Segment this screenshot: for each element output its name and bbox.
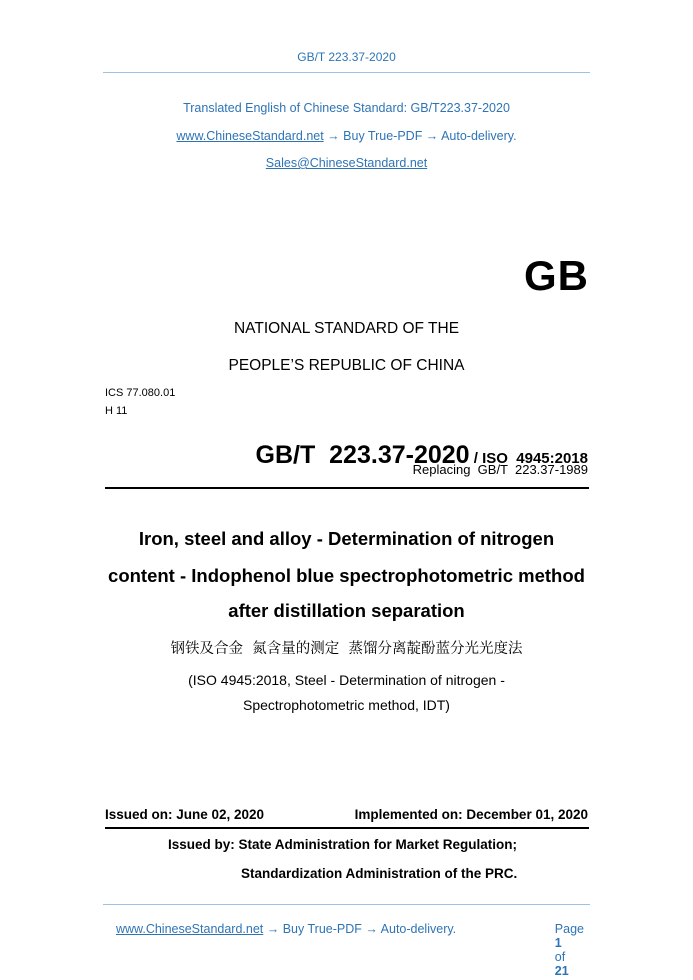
email-line xyxy=(0,156,693,170)
page-number: 1 xyxy=(554,936,562,950)
of-word: of xyxy=(554,950,566,964)
iso-reference-1: (ISO 4945:2018, Steel - Determination of nitrogen - xyxy=(188,672,505,688)
footer-buy-line xyxy=(109,908,456,936)
site-link[interactable]: www.ChineseStandard.net xyxy=(176,129,324,143)
page-total: 21 xyxy=(554,964,569,978)
title-line-1: Iron, steel and alloy - Determination of nitrogen xyxy=(138,528,555,549)
page-indicator xyxy=(548,908,584,978)
iso-reference-2: Spectrophotometric method, IDT) xyxy=(243,697,450,713)
iso-number: ISO 4945:2018 xyxy=(482,450,588,467)
standard-slash: / xyxy=(469,450,483,467)
footer-site-link[interactable]: www.ChineseStandard.net xyxy=(115,922,264,936)
page-word: Page xyxy=(554,922,584,936)
gb-logo: GB xyxy=(524,252,589,299)
issued-date: Issued on: June 02, 2020 xyxy=(105,807,265,822)
ics-code: ICS 77.080.01 xyxy=(105,387,176,399)
email-link[interactable]: Sales@ChineseStandard.net xyxy=(265,156,428,170)
header-standard-code: GB/T 223.37-2020 xyxy=(297,50,396,64)
title-line-3: after distillation separation xyxy=(228,600,465,621)
issuer-line-2: Standardization Administration of the PRC. xyxy=(241,866,518,881)
standard-number: GB/T 223.37-2020 xyxy=(255,441,470,469)
footer-buy-text: → Buy True-PDF → Auto-delivery. xyxy=(263,922,457,936)
header-divider xyxy=(103,72,590,73)
footer-divider xyxy=(103,904,590,905)
buy-line xyxy=(0,129,693,143)
title-line-2: content - Indophenol blue spectrophotometric method xyxy=(108,565,585,586)
translated-line: Translated English of Chinese Standard: GB/T223.37-2020 xyxy=(183,101,510,115)
national-line-2: PEOPLE’S REPUBLIC OF CHINA xyxy=(228,357,465,374)
dates-rule xyxy=(105,827,589,829)
replacing-line: Replacing GB/T 223.37-1989 xyxy=(412,462,588,477)
title-chinese: 钢铁及合金 氮含量的测定 蒸馏分离靛酚蓝分光光度法 xyxy=(170,641,523,657)
issuer-line-1: Issued by: State Administration for Market Regulation; xyxy=(168,837,518,852)
implemented-date: Implemented on: December 01, 2020 xyxy=(354,807,588,822)
buy-text: → Buy True-PDF → Auto-delivery. xyxy=(323,129,517,143)
title-top-rule xyxy=(105,487,589,489)
ccs-code: H 11 xyxy=(105,405,128,417)
national-line-1: NATIONAL STANDARD OF THE xyxy=(233,320,460,337)
